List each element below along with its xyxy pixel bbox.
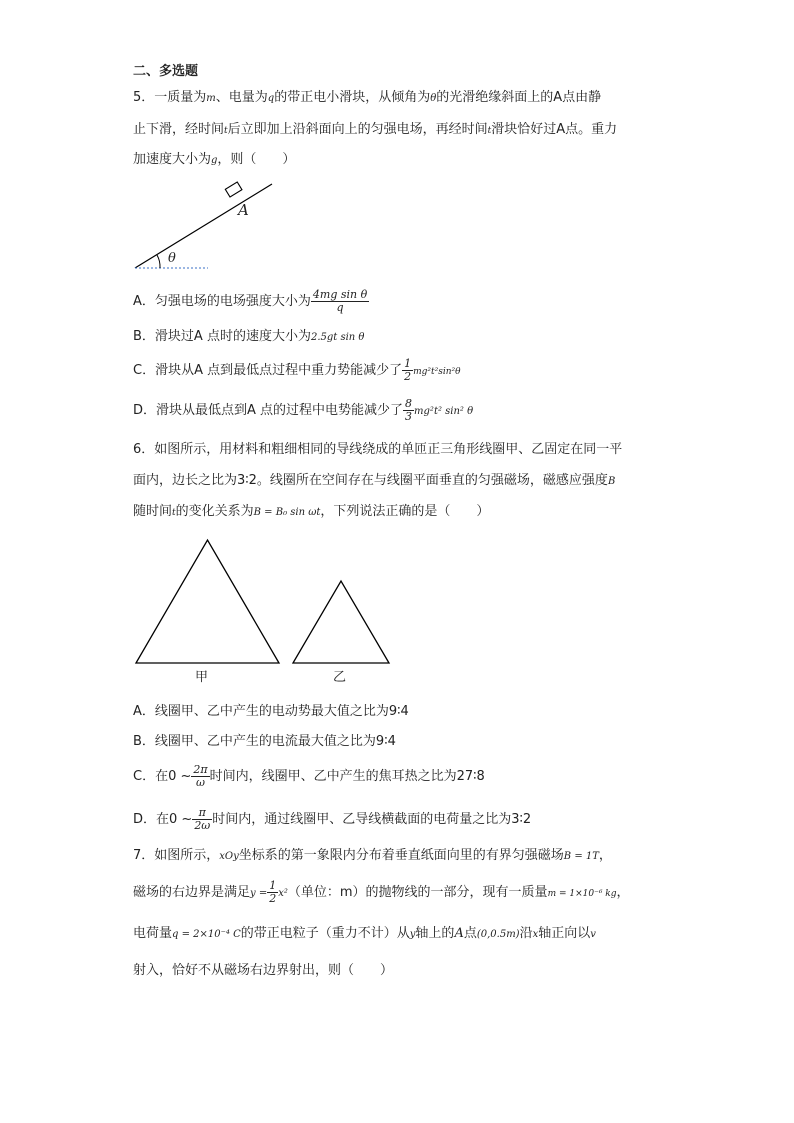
q6-line2: 面内，边长之比为3∶2。线圈所在空间存在与线圈平面垂直的匀强磁场，磁感应强度B (133, 473, 616, 488)
q7-line2: 磁场的右边界是满足y = $\frac{1}{2}$ x²（单位：m）的抛物线的一部分，现有一质量m = 1×10⁻⁶ kg， (133, 879, 630, 905)
triangle-yi (293, 581, 389, 663)
section-title: 二、多选题 (133, 64, 199, 79)
q5-option-c: C．滑块从A 点到最低点过程中重力势能减少了 $\frac{1}{2}$ mg²t²sin²θ (133, 357, 461, 383)
q6-option-c: C．在0 ~ $\frac{2\pi}{\omega}$ 时间内，线圈甲、乙中产生的焦耳热之比为27∶8 (133, 763, 485, 789)
triangle-jia (136, 540, 279, 663)
q7-line4: 射入，恰好不从磁场右边界射出，则（ ） (133, 963, 394, 978)
q6-option-d: D．在0 ~ $\frac{\pi}{2\omega}$ 时间内，通过线圈甲、乙导线横截面的电荷量之比为3∶2 (133, 806, 532, 832)
q6-line1: 6．如图所示，用材料和粗细相同的导线绕成的单匝正三角形线圈甲、乙固定在同一平 (133, 442, 623, 457)
q7-line1: 7．如图所示，xOy坐标系的第一象限内分布着垂直纸面向里的有界匀强磁场B = 1T， (133, 848, 612, 863)
q5-line2: 止下滑，经时间t后立即加上沿斜面向上的匀强电场，再经时间t滑块恰好过A点。重力 (133, 122, 618, 137)
q5-option-b: B．滑块过A 点时的速度大小为2.5gt sin θ (133, 329, 365, 344)
q5-line3: 加速度大小为g，则（ ） (133, 152, 296, 167)
q5-line1: 5．一质量为m、电量为q的带正电小滑块，从倾角为θ的光滑绝缘斜面上的A点由静 (133, 90, 602, 105)
q6-option-b: B．线圈甲、乙中产生的电流最大值之比为9∶4 (133, 734, 396, 749)
point-label-a: A (238, 201, 249, 219)
label-jia: 甲 (195, 670, 209, 685)
q6-line3: 随时间t的变化关系为B = B₀ sin ωt，下列说法正确的是（ ） (133, 504, 490, 519)
q6-option-a: A．线圈甲、乙中产生的电动势最大值之比为9∶4 (133, 704, 409, 719)
q5-option-a: A．匀强电场的电场强度大小为 $\frac{\text{4mg sin θ}}{q}$ (133, 288, 368, 314)
q7-line3: 电荷量q = 2×10⁻⁴ C的带正电粒子（重力不计）从y轴上的A点(0,0.5m)沿x轴正向以v (133, 926, 596, 941)
q5-option-d: D．滑块从最低点到A 点的过程中电势能减少了 $\frac{8}{3}$ mg²t² sin² θ (133, 397, 474, 423)
angle-label-theta: θ (168, 251, 176, 266)
label-yi: 乙 (333, 670, 347, 685)
